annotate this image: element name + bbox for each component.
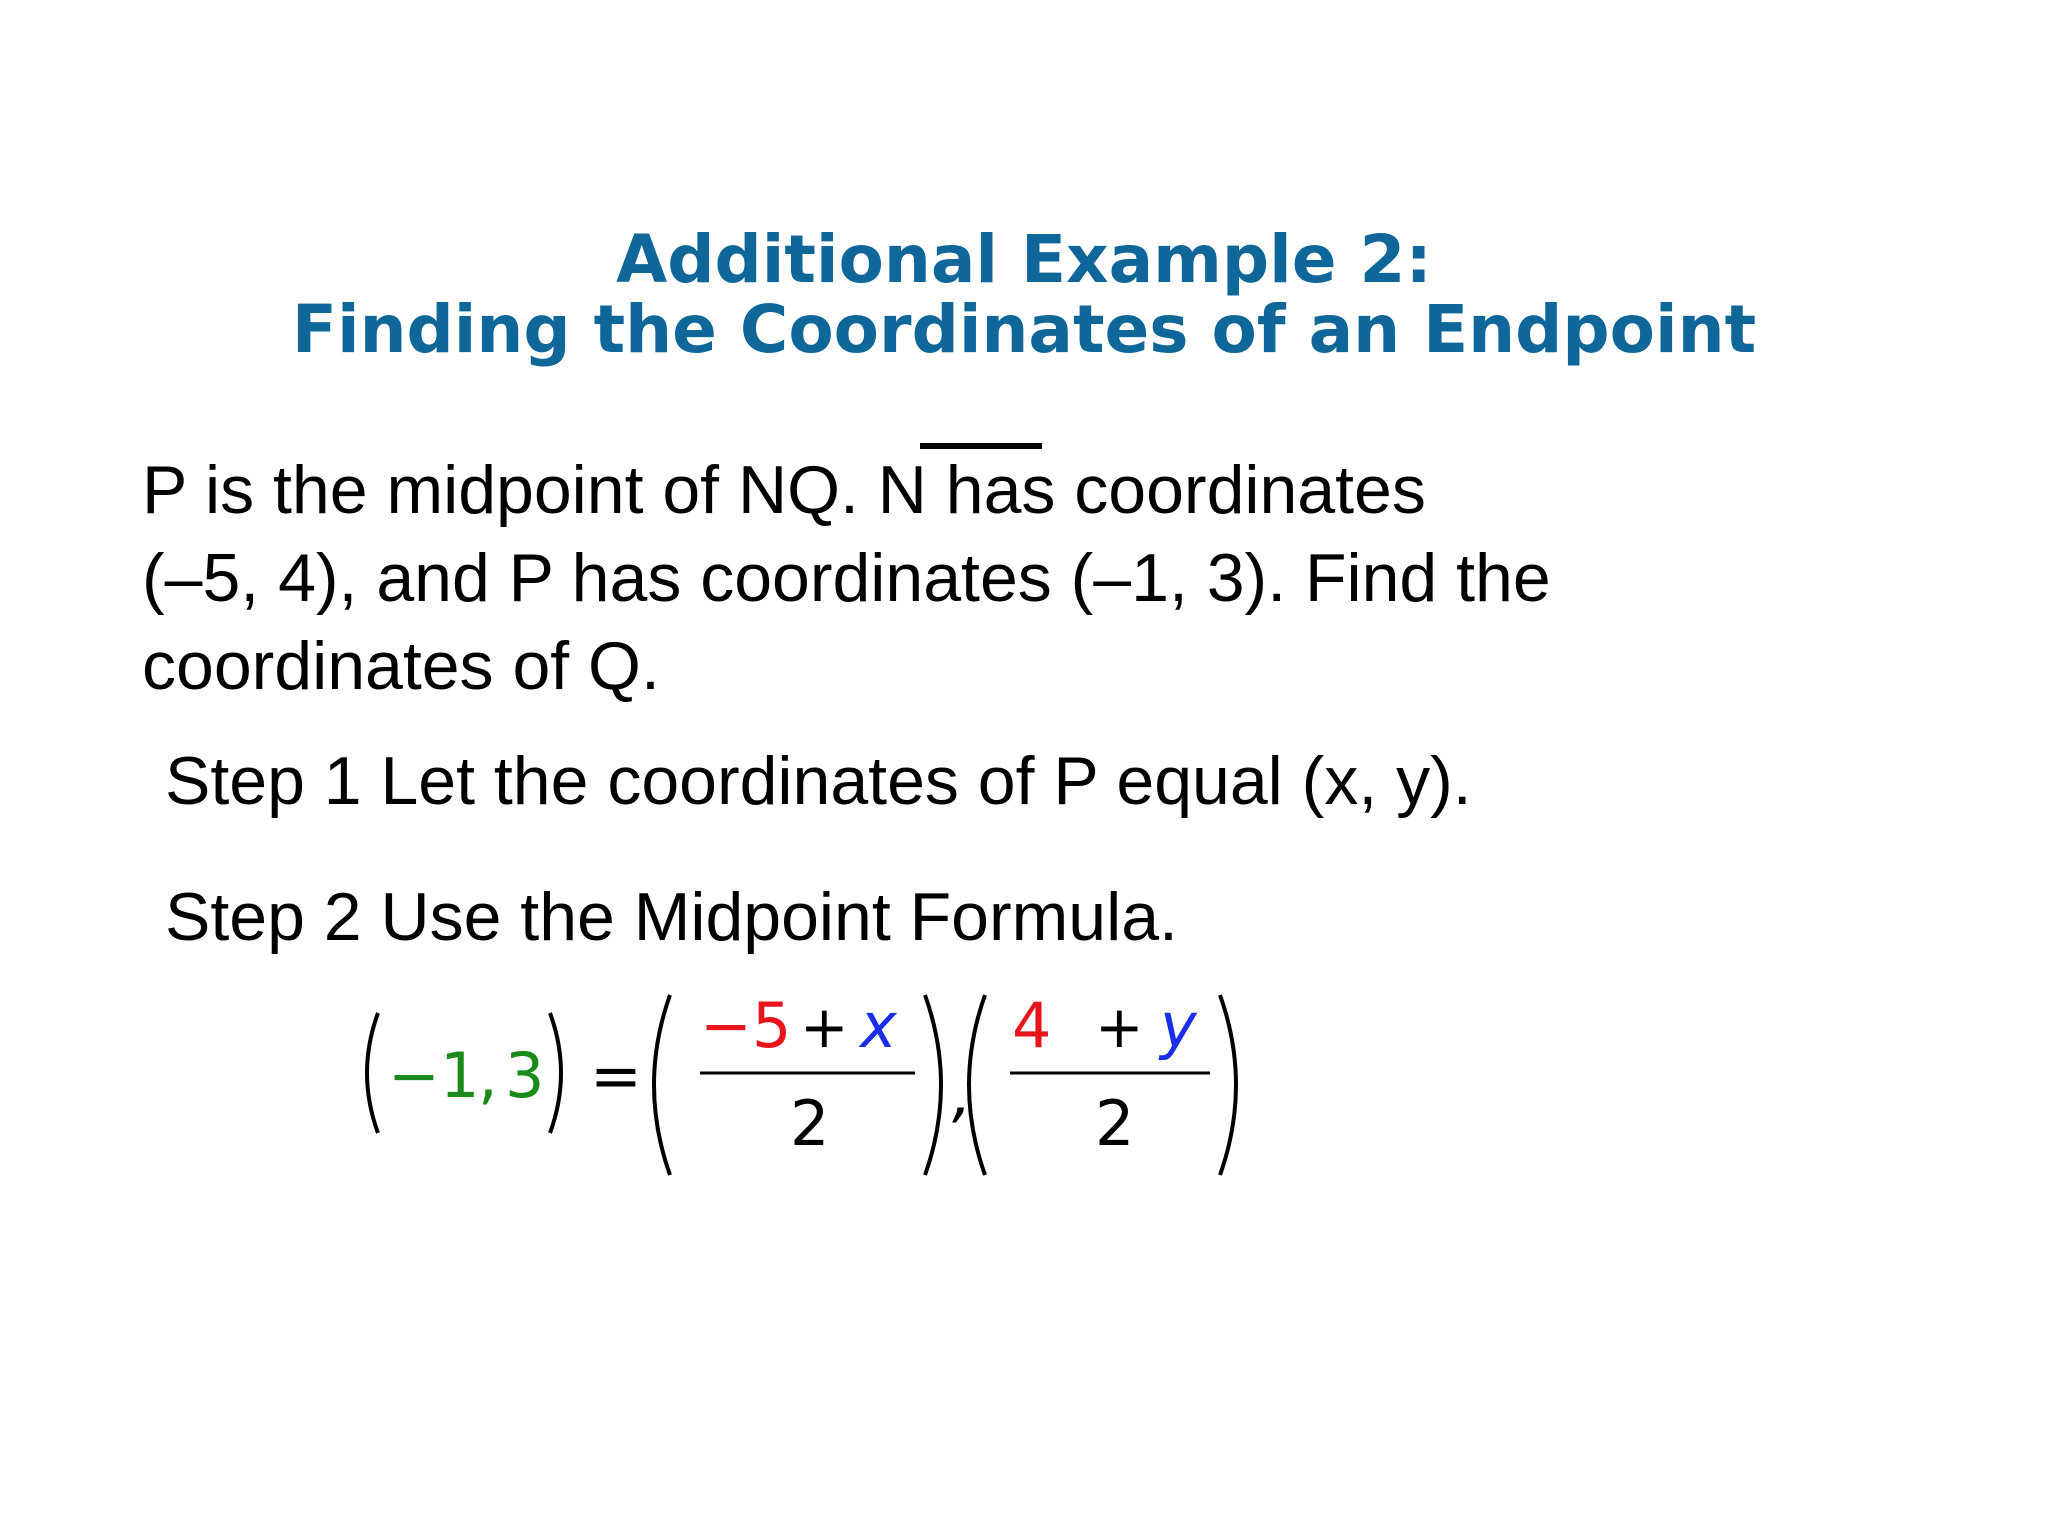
problem-line-2: (–5, 4), and P has coordinates (–1, 3). Find the [142, 540, 1551, 616]
lhs-y-value: 3 [505, 1039, 545, 1112]
x-known-value: −5 [700, 989, 792, 1062]
segment-nq: NQ [737, 452, 840, 528]
y-variable: y [1160, 989, 1197, 1062]
y-denominator: 2 [1095, 1087, 1135, 1160]
x-close-paren [925, 995, 941, 1175]
between-comma: , [952, 1057, 972, 1130]
title-line-2: Finding the Coordinates of an Endpoint [291, 291, 1757, 368]
slide-title [0, 221, 2048, 368]
problem-line-1 [142, 446, 1942, 534]
y-known-value: 4 [1012, 989, 1052, 1062]
problem-line-1-start: P is the midpoint of [142, 452, 738, 528]
title-line-1: Additional Example 2: [616, 221, 1432, 298]
formula-svg [360, 985, 1260, 1185]
problem-statement [142, 446, 1942, 710]
midpoint-formula [360, 985, 1260, 1185]
equals-sign: = [590, 1039, 642, 1112]
step-2: Step 2 Use the Midpoint Formula. [165, 879, 1178, 955]
x-variable: x [860, 989, 897, 1062]
lhs-close-paren [550, 1013, 561, 1133]
x-denominator: 2 [790, 1087, 830, 1160]
y-plus-sign: + [1095, 993, 1144, 1061]
x-plus-sign: + [800, 993, 849, 1061]
problem-line-3: coordinates of Q. [142, 628, 660, 704]
problem-line-1-end: . N has coordinates [839, 452, 1426, 528]
lhs-open-paren [367, 1013, 378, 1133]
lhs-comma: , [478, 1039, 498, 1112]
y-close-paren [1220, 995, 1236, 1175]
step-1: Step 1 Let the coordinates of P equal (x, y). [165, 743, 1472, 819]
lhs-x-value: −1 [388, 1039, 480, 1112]
x-open-paren [654, 995, 670, 1175]
